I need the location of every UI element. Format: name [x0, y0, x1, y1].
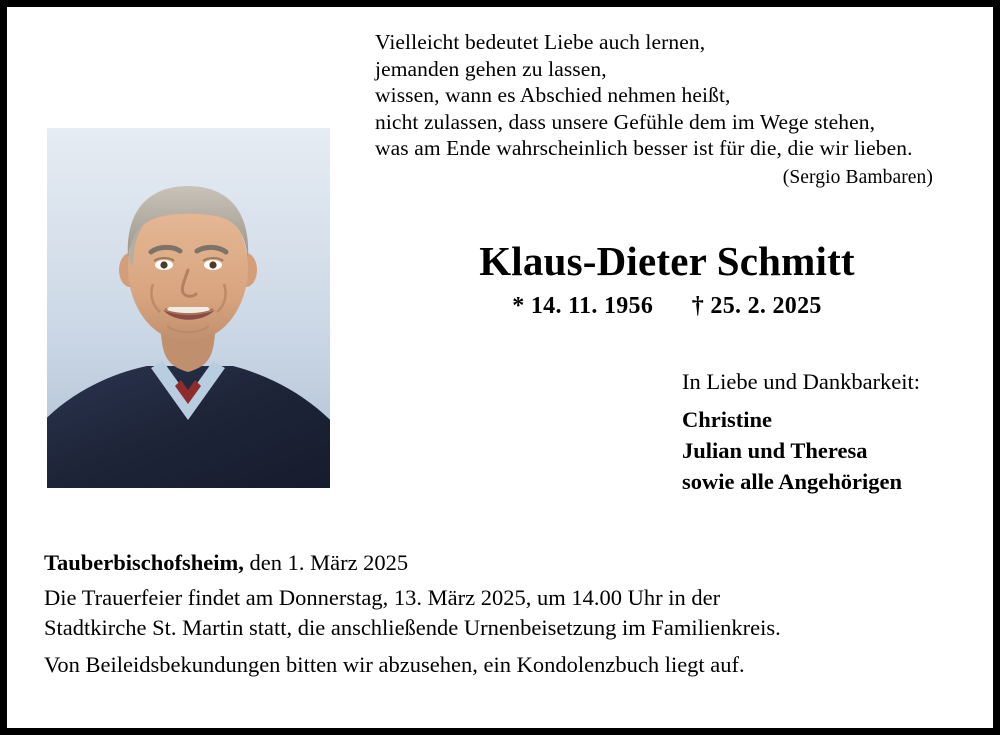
poem-block — [375, 29, 963, 191]
family-block — [682, 366, 963, 497]
ceremony-line: Die Trauerfeier findet am Donnerstag, 13. März 2025, um 14.00 Uhr in der — [44, 585, 721, 610]
poem-line: Vielleicht bedeutet Liebe auch lernen, — [375, 30, 706, 54]
birth-date: * 14. 11. 1956 — [512, 293, 654, 319]
family-member: Julian und Theresa — [682, 438, 868, 463]
poem-author: (Sergio Bambaren) — [782, 166, 933, 188]
family-member: Christine — [682, 407, 772, 432]
place-name: Tauberbischofsheim, — [44, 550, 244, 575]
place-date-line — [44, 548, 964, 578]
deceased-name: Klaus-Dieter Schmitt — [479, 238, 855, 284]
notice-date: den 1. März 2025 — [243, 550, 409, 575]
notice-inner — [7, 7, 993, 728]
condolence-line: Von Beileidsbekundungen bitten wir abzusehen, ein Kondolenzbuch liegt auf. — [44, 652, 745, 677]
footer-block — [44, 548, 964, 680]
poem-line: wissen, wann es Abschied nehmen heißt, — [375, 83, 731, 107]
poem-line: was am Ende wahrscheinlich besser ist für die, die wir lieben. — [375, 136, 913, 160]
family-member: sowie alle Angehörigen — [682, 469, 902, 494]
ceremony-line: Stadtkirche St. Martin statt, die anschließende Urnenbeisetzung im Familienkreis. — [44, 615, 781, 640]
name-block — [367, 237, 967, 320]
poem-line: nicht zulassen, dass unsere Gefühle dem im Wege stehen, — [375, 109, 876, 134]
family-intro: In Liebe und Dankbarkeit: — [682, 369, 921, 394]
death-date: † 25. 2. 2025 — [691, 293, 822, 319]
poem-line: jemanden gehen zu lassen, — [375, 56, 607, 81]
portrait-photo — [47, 128, 330, 488]
life-dates — [367, 293, 967, 320]
